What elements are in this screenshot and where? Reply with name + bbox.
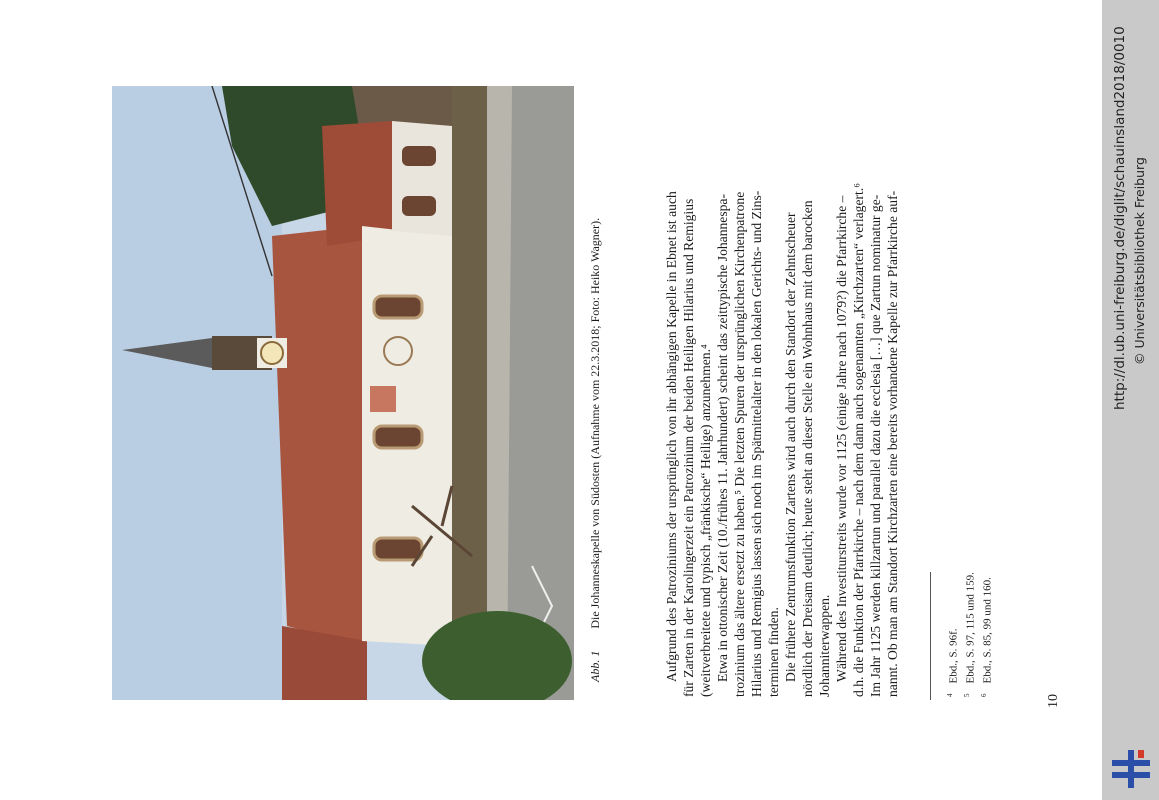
body-line: Aufgrund des Patroziniums der ursprünglich von ihr abhängigen Kapelle in Ebnet ist auch xyxy=(664,191,679,682)
footnote-number: 6 xyxy=(980,693,988,697)
body-line: Die frühere Zentrumsfunktion Zartens wird auch durch den Standort der Zehntscheuer xyxy=(783,212,798,682)
church-photo xyxy=(112,86,574,700)
footnote-text: Ebd., S. 85, 99 und 160. xyxy=(981,577,994,684)
body-line: Etwa in ottonischer Zeit (10./frühes 11. Jahrhundert) scheint das zeittypische Johannespa- xyxy=(715,194,730,682)
body-line: Hilarius und Remigius lassen sich noch im Spätmittelalter in den lokalen Gerichts- und Zins- xyxy=(749,190,764,697)
footnote-text: Ebd., S. 96f. xyxy=(947,628,960,684)
footnote-text: Ebd., S. 97, 115 und 159. xyxy=(964,572,977,684)
caption-label: Abb. 1 xyxy=(588,650,602,682)
body-line: nördlich der Dreisam deutlich; heute steht an dieser Stelle ein Wohnhaus mit dem barocken xyxy=(800,200,815,697)
figure-caption xyxy=(588,218,603,682)
body-line: nannt. Ob man am Standort Kirchzarten eine bereits vorhandene Kapelle zur Pfarrkirche auf- xyxy=(885,190,900,697)
library-logo-icon xyxy=(1108,748,1154,790)
body-line: für Zarten in der Karolingerzeit ein Patrozinium der beiden Heiligen Hilarius und Remigius xyxy=(681,198,696,697)
page-number: 10 xyxy=(1046,694,1061,708)
footnote-number: 5 xyxy=(963,693,971,697)
body-line: d.h. die Funktion der Pfarrkirche – nach dem dann auch sogenannten „Kirchzarten“ verlagert.⁶ xyxy=(851,183,866,697)
body-line: (weitverbreitete und typisch „fränkische“ Heilige) anzunehmen.⁴ xyxy=(698,344,713,697)
caption-text: Die Johanneskapelle von Südosten (Aufnahme vom 22.3.2018; Foto: Heiko Wagner). xyxy=(588,217,602,629)
footnote xyxy=(946,629,960,698)
footnote xyxy=(963,572,977,697)
footnote-rule xyxy=(930,572,931,700)
body-line: trozinium das ältere ersetzt zu haben.⁵ Die letzten Spuren der ursprünglichen Kirchenpatrone xyxy=(732,191,747,697)
body-line: Johanniterwappen. xyxy=(817,594,832,697)
footnote xyxy=(980,577,994,697)
body-line: Während des Investiturstreits wurde vor 1125 (einige Jahre nach 1079?) die Pfarrkirche – xyxy=(834,195,849,682)
permalink-url[interactable]: http://dl.ub.uni-freiburg.de/diglit/schauinsland2018/0010 xyxy=(1112,26,1128,410)
copyright-notice: © Universitätsbibliothek Freiburg xyxy=(1132,157,1147,365)
footnote-number: 4 xyxy=(946,693,954,697)
sidebar xyxy=(1102,0,1159,800)
body-line: terminen finden. xyxy=(766,607,781,697)
body-line: Im Jahr 1125 werden killzartun und parallel dazu die ecclesia […] que Zartun nominatur ge- xyxy=(868,194,883,697)
